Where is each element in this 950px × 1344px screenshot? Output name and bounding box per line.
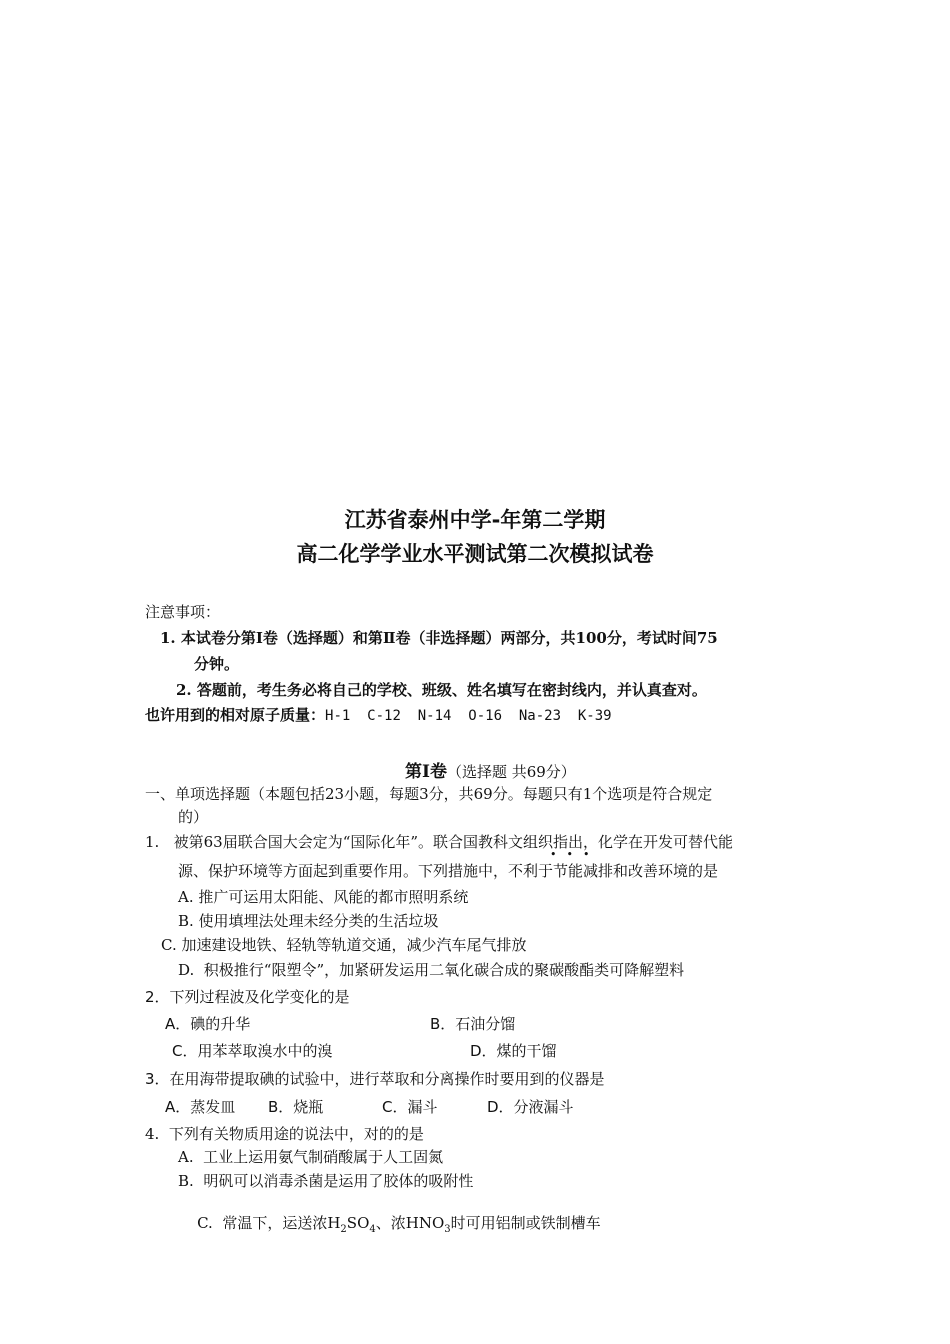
section-title: 第Ⅰ卷 bbox=[405, 762, 447, 782]
notes-heading: 注意事项： bbox=[145, 603, 221, 621]
atomic-mass-line bbox=[145, 704, 612, 725]
q1-option-a: A. 推广可运用太阳能、风能的都市照明系统 bbox=[178, 888, 469, 906]
q3-option-c: C．漏斗 bbox=[382, 1098, 438, 1116]
q1-option-c: C. 加速建设地铁、轻轨等轨道交通，减少汽车尾气排放 bbox=[161, 936, 527, 954]
q4-c-sub-3: 3 bbox=[444, 1224, 451, 1235]
atomic-mass-label: 也许用到的相对原子质量： bbox=[145, 706, 326, 724]
q4-stem: 4. 下列有关物质用途的说法中，对的的是 bbox=[145, 1125, 424, 1143]
q2-option-b: B．石油分馏 bbox=[430, 1015, 516, 1033]
q4-c-sub-2: 4 bbox=[369, 1224, 376, 1235]
q1-option-b: B. 使用填埋法处理未经分类的生活垃圾 bbox=[178, 912, 439, 930]
q3-stem: 3．在用海带提取碘的试验中，进行萃取和分离操作时要用到的仪器是 bbox=[145, 1070, 605, 1088]
q4-c-text-2: SO bbox=[346, 1214, 370, 1232]
notes-item-2: 2. 答题前，考生务必将自己的学校、班级、姓名填写在密封线内，并认真查对。 bbox=[176, 681, 707, 699]
q2-option-a: A．碘的升华 bbox=[165, 1015, 251, 1033]
q4-c-text-3: 、浓HNO bbox=[375, 1214, 445, 1232]
q4-option-b: B. 明矾可以消毒杀菌是运用了胶体的吸附性 bbox=[178, 1172, 474, 1190]
q2-option-c: C．用苯萃取溴水中的溴 bbox=[172, 1042, 333, 1060]
q4-c-text-4: 时可用铝制或铁制槽车 bbox=[450, 1214, 601, 1232]
q1-stem-line-1: 1. 被第63届联合国大会定为“国际化年”。联合国教科文组织指出，化学在开发可替代能 bbox=[145, 833, 734, 851]
q4-option-a: A. 工业上运用氨气制硝酸属于人工固氮 bbox=[178, 1148, 444, 1166]
q1-option-d: D. 积极推行“限塑令”，加紧研发运用二氧化碳合成的聚碳酸酯类可降解塑料 bbox=[178, 961, 685, 979]
notes-item-1: 1. 本试卷分第Ⅰ卷（选择题）和第Ⅱ卷（非选择题）两部分，共100分，考试时间75 bbox=[160, 629, 718, 647]
q4-c-sub-1: 2 bbox=[340, 1224, 347, 1235]
q4-option-c bbox=[178, 1194, 601, 1253]
atomic-mass-values: H-1 C-12 N-14 O-16 Na-23 K-39 bbox=[325, 708, 612, 724]
section-note: （选择题 共69分） bbox=[446, 763, 576, 781]
q4-c-text-1: C. 常温下，运送浓H bbox=[197, 1214, 341, 1232]
q3-option-b: B．烧瓶 bbox=[268, 1098, 324, 1116]
instruction-line-2: 的） bbox=[178, 808, 209, 826]
q3-option-a: A．蒸发皿 bbox=[165, 1098, 236, 1116]
q2-stem: 2．下列过程波及化学变化的是 bbox=[145, 988, 350, 1006]
q1-stem-line-2: 源、保护环境等方面起到重要作用。下列措施中，不利于节能减排和改善环境的是 bbox=[178, 862, 719, 880]
notes-item-1-cont: 分钟。 bbox=[194, 655, 240, 673]
q2-option-d: D．煤的干馏 bbox=[470, 1042, 557, 1060]
title-line-2: 高二化学学业水平测试第二次模拟试卷 bbox=[296, 542, 654, 566]
section-heading bbox=[405, 757, 576, 782]
title-line-1: 江苏省泰州中学-年第二学期 bbox=[344, 508, 606, 532]
emphasis-dots: ••• bbox=[550, 848, 600, 861]
instruction-line-1: 一、单项选择题（本题包括23小题，每题3分，共69分。每题只有1个选项是符合规定 bbox=[145, 785, 713, 803]
q3-option-d: D．分液漏斗 bbox=[487, 1098, 574, 1116]
